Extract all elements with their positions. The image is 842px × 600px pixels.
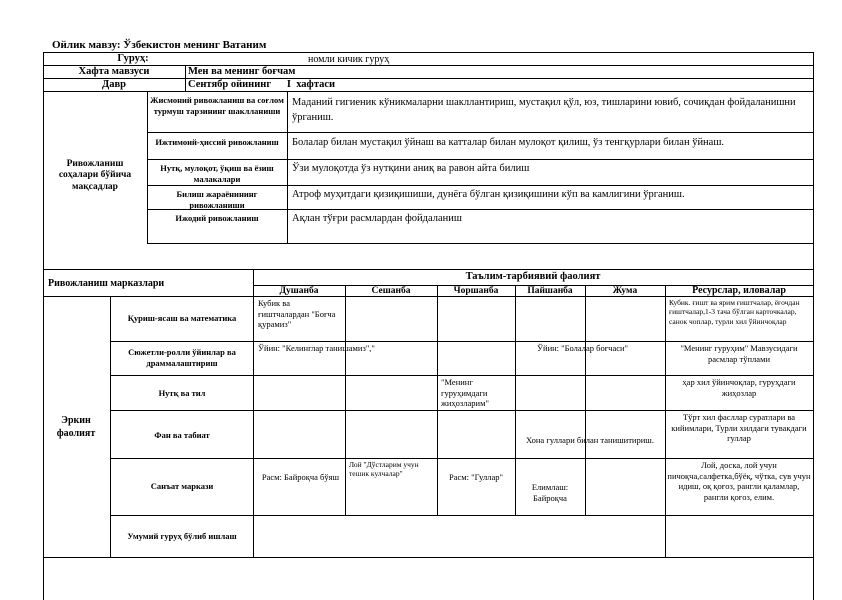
resources-cell: Кубик. ғишт ва ярим ғиштчалар, ёғочдан ғиштчалар,1-3 тача бўлган карточкалар, санок чоплар, турли хил ўйинчоқлар bbox=[669, 298, 800, 326]
goal-area: Ижтимоий-ҳиссий ривожланиш bbox=[155, 137, 279, 147]
group-value: номли кичик гуруҳ bbox=[308, 54, 390, 65]
day-thursday: Пайшанба bbox=[527, 286, 573, 296]
goal-line-3 bbox=[147, 185, 813, 186]
week-theme-value: Мен ва менинг боғчам bbox=[188, 66, 296, 77]
center-construction-math: Қуриш-ясаш ва математика bbox=[127, 313, 237, 323]
activity-cell: Хона гуллари билан танишитириш. bbox=[526, 435, 654, 445]
goal-text: Маданий гигиеник кўникмаларни шакллантириш, мустақил қўл, юз, тишларини ювиб, сочиқдан фойдаланишни ўрганиш. bbox=[292, 97, 796, 124]
center-role-play: Сюжетли-ролли ўйинлар ва драммалаштириш bbox=[128, 347, 236, 368]
row-line-3 bbox=[110, 410, 813, 411]
group-label: Гуруҳ: bbox=[117, 53, 149, 64]
activity-cell: Ўйин: "Келинглар танишамиз"," bbox=[258, 343, 375, 353]
header-divider bbox=[185, 65, 186, 91]
day-divider-5 bbox=[665, 285, 666, 557]
goal-area: Нутқ, мулоқот, ўқиш ва ёзиш малакалари bbox=[160, 163, 274, 184]
resources-label: Ресурслар, иловалар bbox=[692, 285, 786, 296]
goals-divider-2 bbox=[287, 91, 288, 243]
activity-label: Таълим-тарбиявий фаолият bbox=[465, 271, 601, 282]
resources-cell: ҳар хил ўйинчоқлар, гуруҳдаги жиҳозлар bbox=[682, 377, 796, 398]
activity-cell: Елимлаш: Байроқча bbox=[531, 482, 569, 503]
day-divider-4 bbox=[585, 285, 586, 515]
goals-divider-1 bbox=[147, 91, 148, 243]
goal-area: Ижодий ривожланиш bbox=[175, 213, 259, 223]
activity-cell: Ўйин: "Болалар боғчаси" bbox=[537, 343, 629, 353]
free-activity-divider bbox=[110, 296, 111, 557]
activity-cell: Расм: Байроқча бўяш bbox=[261, 472, 340, 482]
center-art: Санъат маркази bbox=[150, 481, 214, 491]
resources-cell: Тўрт хил фасллар суратлари ва кийимлари, Турли хилдаги тувакдаги гуллар bbox=[671, 412, 807, 444]
center-science-nature: Фан ва табиат bbox=[154, 430, 210, 440]
goal-line-1 bbox=[147, 132, 813, 133]
period-value: Сентябр ойининг I хафтаси bbox=[188, 79, 336, 90]
goal-area: Жисмоний ривожланиш ва соғлом турмуш тарзининг шаклланиши bbox=[150, 95, 284, 116]
day-friday: Жума bbox=[612, 286, 638, 296]
centers-label: Ривожланиш марказлари bbox=[48, 278, 165, 289]
right-border bbox=[813, 52, 814, 600]
resources-cell: "Менинг гуруҳим" Мавзусидаги расмлар тўплами bbox=[680, 343, 798, 364]
center-whole-group: Умумий гуруҳ бўлиб ишлаш bbox=[127, 531, 237, 541]
goal-text: Ўзи мулоқотда ўз нутқини аниқ ва равон айта билиш bbox=[292, 163, 530, 174]
goal-text: Атроф муҳитдаги қизиқишиши, дунёга бўлган қизиқишини кўп ва камлигини ўрганиш. bbox=[292, 189, 685, 200]
left-border bbox=[43, 52, 44, 600]
schedule-top-line bbox=[43, 269, 813, 270]
goal-line-2 bbox=[147, 159, 813, 160]
goal-line-5 bbox=[147, 243, 813, 244]
centers-divider bbox=[253, 269, 254, 557]
activity-cell: Кубик ва ғиштчалардан "Боғча қурамиз" bbox=[258, 298, 336, 330]
day-divider-3 bbox=[515, 285, 516, 515]
resources-cell: Лой, доска, лой учун пичоқча,салфетка,бўёқ, чўтка, сув учун идиш, оқ қоғоз, рангли қаламлар, рангли қоғоз, елим. bbox=[667, 460, 811, 502]
activity-cell: "Менинг гуруҳимдаги жиҳозларим" bbox=[441, 377, 489, 409]
day-wednesday: Чоршанба bbox=[453, 286, 499, 296]
period-label: Давр bbox=[102, 79, 126, 90]
day-divider-1 bbox=[345, 285, 346, 515]
goal-area: Билиш жараёнининг ривожланиши bbox=[176, 189, 258, 210]
page-title: Ойлик мавзу: Ўзбекистон менинг Ватаним bbox=[52, 39, 267, 51]
goal-text: Ақлан тўғри расмлардан фойдаланиш bbox=[292, 213, 462, 224]
goals-section-label: Ривожланиш соҳалари бўйича мақсадлар bbox=[58, 159, 132, 192]
activity-cell: Лой "Дўстларим учун тешик кулчалар" bbox=[349, 460, 419, 479]
day-divider-2 bbox=[437, 285, 438, 515]
row-line-2 bbox=[110, 375, 813, 376]
row-line-4 bbox=[110, 458, 813, 459]
day-tuesday: Сешанба bbox=[371, 286, 411, 296]
week-theme-label: Хафта мавзуси bbox=[78, 66, 150, 77]
free-activity-label: Эркин фаолият bbox=[56, 415, 96, 439]
activity-cell: Расм: "Гуллар" bbox=[448, 472, 504, 482]
row-line-5 bbox=[110, 515, 813, 516]
center-speech-language: Нутқ ва тил bbox=[158, 388, 206, 398]
goal-text: Болалар билан мустақил ўйнаш ва катталар билан мулоқот қилиш, ўз тенгқурлари билан ўйнаш. bbox=[292, 137, 725, 148]
row-line-1 bbox=[110, 341, 813, 342]
day-monday: Душанба bbox=[279, 286, 319, 296]
schedule-bottom-line bbox=[43, 557, 813, 558]
